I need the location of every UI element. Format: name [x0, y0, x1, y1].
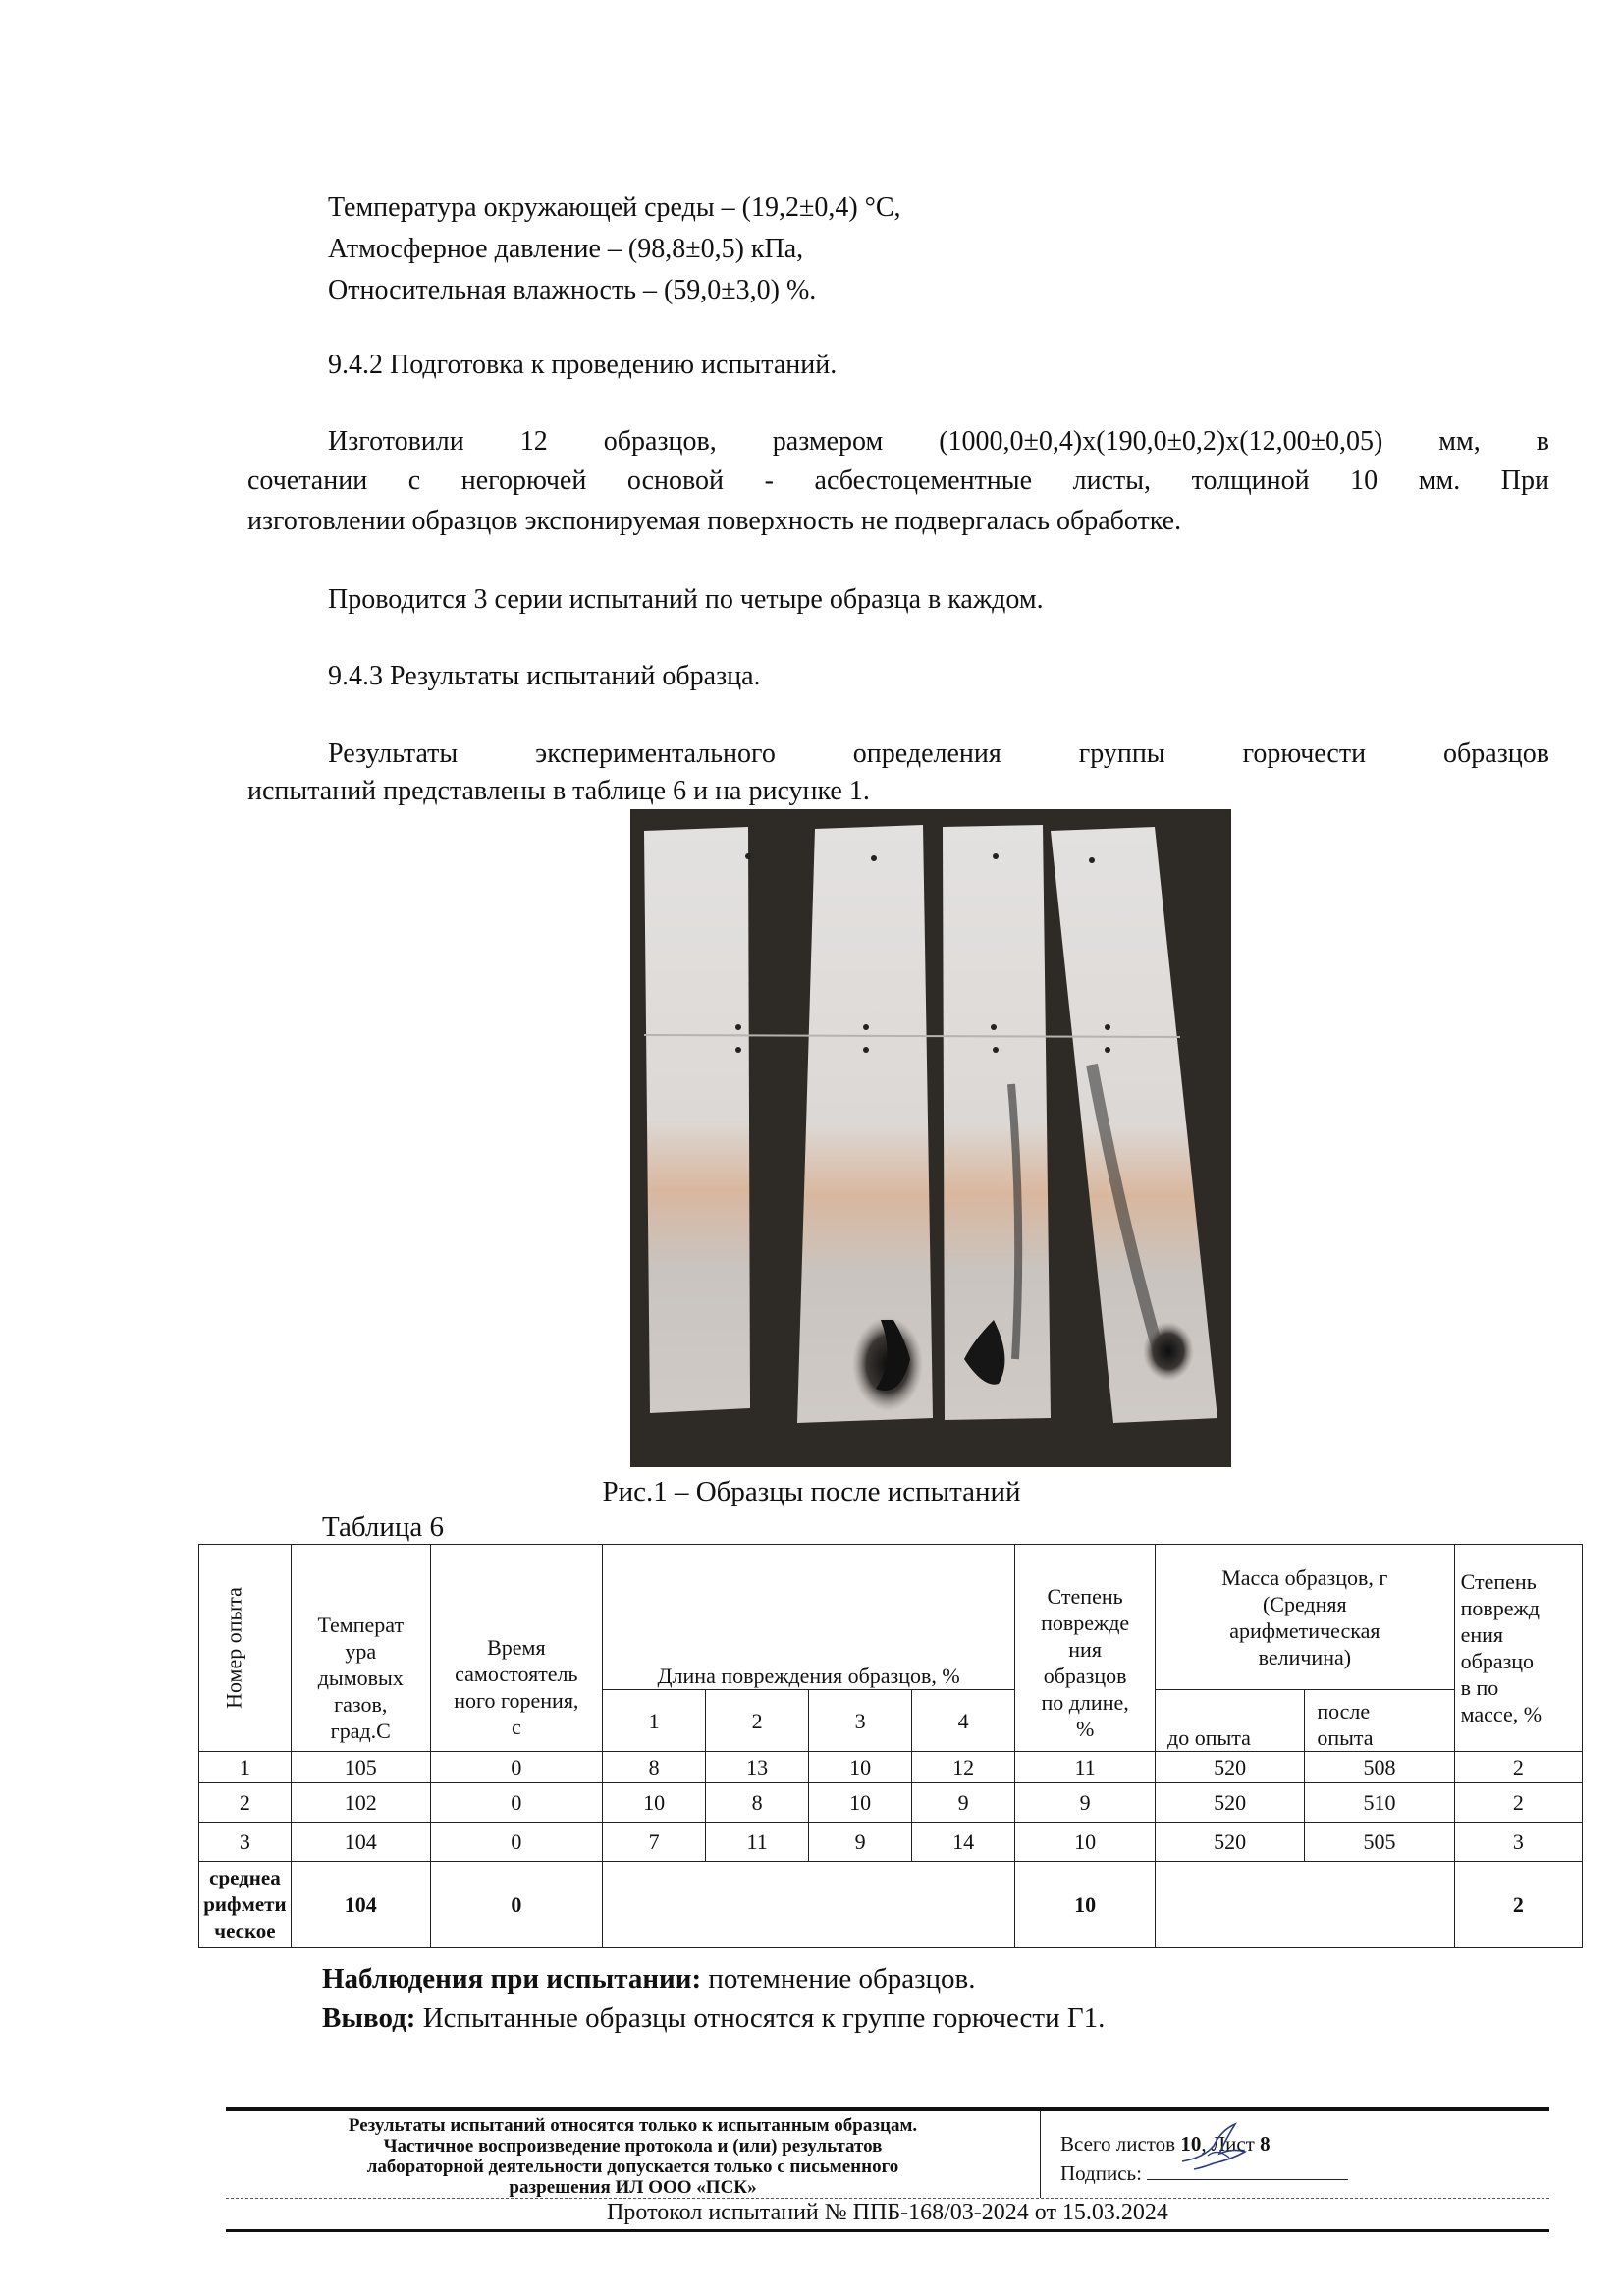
protocol-number: Протокол испытаний № ППБ-168/03-2024 от 15.03.2024	[226, 2198, 1549, 2232]
condition-temperature: Температура окружающей среды – (19,2±0,4) °С,	[328, 192, 901, 223]
section-942-para-line2: сочетании с негорючей основой - асбестоцементные листы, толщиной 10 мм. При	[247, 465, 1549, 496]
condition-pressure: Атмосферное давление – (98,8±0,5) кПа,	[328, 234, 804, 264]
header-mass-before: до опыта	[1156, 1690, 1305, 1752]
cell-time: 0	[430, 1752, 602, 1783]
conclusion-text: Испытанные образцы относятся к группе горючести Г1.	[415, 2002, 1106, 2034]
cell-before: 520	[1156, 1823, 1305, 1862]
observations-text: потемнение образцов.	[701, 1963, 976, 1995]
cell-before: 520	[1156, 1752, 1305, 1783]
cell-after: 508	[1305, 1752, 1454, 1783]
cell-temp: 102	[291, 1783, 430, 1823]
cell-avg-mass-empty	[1156, 1862, 1455, 1948]
cell-mass-degree: 3	[1454, 1823, 1582, 1862]
section-942-para-line1: Изготовили 12 образцов, размером (1000,0±0,4)х(190,0±0,2)х(12,00±0,05) мм, в	[328, 426, 1549, 457]
cell-l2: 13	[706, 1752, 809, 1783]
cell-after: 510	[1305, 1783, 1454, 1823]
cell-l4: 14	[912, 1823, 1015, 1862]
total-sheets-label: Всего листов	[1060, 2132, 1176, 2156]
page-footer	[226, 2107, 1549, 2199]
cell-n: 1	[199, 1752, 292, 1783]
section-942-heading: 9.4.2 Подготовка к проведению испытаний.	[328, 350, 838, 380]
signature-line	[1147, 2159, 1348, 2180]
cell-n: 3	[199, 1823, 292, 1862]
signature-icon	[1174, 2118, 1263, 2177]
cell-avg-temp: 104	[291, 1862, 430, 1948]
header-length: Длина повреждения образцов, %	[603, 1545, 1015, 1690]
footer-disclaimer: Результаты испытаний относятся только к испытанным образцам. Частичное воспроизведение протокола и (или) результатов лабораторной деятельности допускается только с письменного разрешения ИЛ ООО «ПСК»	[226, 2111, 1041, 2198]
cell-avg-label: среднеа рифмети ческое	[199, 1862, 292, 1948]
cell-n: 2	[199, 1783, 292, 1823]
conclusion-label: Вывод:	[322, 2002, 416, 2034]
cell-time: 0	[430, 1823, 602, 1862]
table-row	[199, 1752, 1583, 1783]
table-label: Таблица 6	[322, 1511, 445, 1543]
cell-avg-degree: 10	[1015, 1862, 1156, 1948]
sheet-label: Лист	[1211, 2132, 1255, 2156]
header-number: Номер опыта	[199, 1545, 292, 1752]
cell-l4: 9	[912, 1783, 1015, 1823]
sheet-number: 8	[1260, 2132, 1271, 2156]
cell-mass-degree: 2	[1454, 1783, 1582, 1823]
section-943-heading: 9.4.3 Результаты испытаний образца.	[328, 661, 761, 691]
header-mass-degree: Степень поврежд ения образцо в по массе, %	[1454, 1545, 1582, 1752]
header-time: Время самостоятель ного горения, с	[430, 1545, 602, 1752]
total-sheets: 10	[1180, 2132, 1202, 2156]
cell-temp: 104	[291, 1823, 430, 1862]
condition-humidity: Относительная влажность – (59,0±3,0) %.	[328, 275, 817, 305]
header-mass: Масса образцов, г (Средняя арифметическая величина)	[1156, 1545, 1455, 1690]
cell-l1: 7	[603, 1823, 706, 1862]
cell-degree: 9	[1015, 1783, 1156, 1823]
cell-degree: 10	[1015, 1823, 1156, 1862]
cell-avg-mass-degree: 2	[1454, 1862, 1582, 1948]
samples-photo	[630, 809, 1231, 1467]
cell-before: 520	[1156, 1783, 1305, 1823]
cell-l3: 10	[809, 1752, 912, 1783]
cell-after: 505	[1305, 1823, 1454, 1862]
table-header-row	[199, 1545, 1583, 1690]
results-table	[198, 1544, 1583, 1948]
header-length-4: 4	[912, 1690, 1015, 1752]
cell-l1: 10	[603, 1783, 706, 1823]
figure-caption: Рис.1 – Образцы после испытаний	[602, 1476, 1021, 1507]
section-943-para-line1: Результаты экспериментального определения группы горючести образцов	[328, 738, 1549, 769]
cell-l4: 12	[912, 1752, 1015, 1783]
signature-label: Подпись:	[1060, 2161, 1142, 2185]
observations-label: Наблюдения при испытании:	[322, 1963, 702, 1995]
header-degree: Степень поврежде ния образцов по длине, %	[1015, 1545, 1156, 1752]
section-943-para-line2: испытаний представлены в таблице 6 и на рисунке 1.	[247, 776, 870, 806]
cell-degree: 11	[1015, 1752, 1156, 1783]
footer-sheets: Всего листов 10, Лист 8 Подпись:	[1060, 2129, 1348, 2188]
cell-time: 0	[430, 1783, 602, 1823]
header-length-2: 2	[706, 1690, 809, 1752]
cell-avg-empty	[603, 1862, 1015, 1948]
header-length-1: 1	[603, 1690, 706, 1752]
cell-l3: 10	[809, 1783, 912, 1823]
table-row	[199, 1783, 1583, 1823]
header-length-3: 3	[809, 1690, 912, 1752]
table-row	[199, 1823, 1583, 1862]
cell-temp: 105	[291, 1752, 430, 1783]
header-temp: Температ ура дымовых газов, град.С	[291, 1545, 430, 1752]
cell-l3: 9	[809, 1823, 912, 1862]
conclusion	[322, 2001, 1105, 2035]
table-row-average	[199, 1862, 1583, 1948]
cell-mass-degree: 2	[1454, 1752, 1582, 1783]
section-942-series: Проводится 3 серии испытаний по четыре образца в каждом.	[328, 584, 1044, 615]
observations	[322, 1962, 976, 1995]
section-942-para-line3: изготовлении образцов экспонируемая поверхность не подвергалась обработке.	[247, 506, 1182, 536]
header-mass-after: после опыта	[1305, 1690, 1454, 1752]
cell-l1: 8	[603, 1752, 706, 1783]
cell-l2: 8	[706, 1783, 809, 1823]
cell-l2: 11	[706, 1823, 809, 1862]
cell-avg-time: 0	[430, 1862, 602, 1948]
samples-illustration	[630, 809, 1231, 1467]
